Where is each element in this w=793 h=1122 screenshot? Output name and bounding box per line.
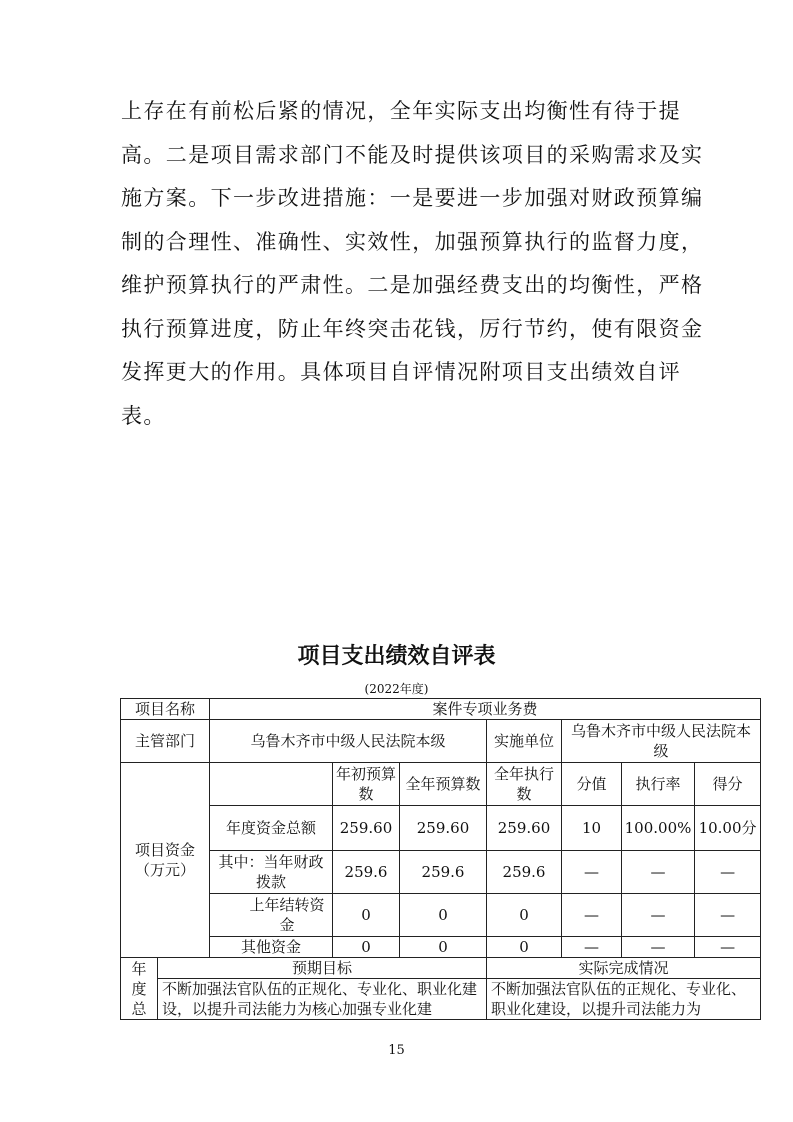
row-label: 年度资金总额 (210, 806, 333, 851)
cell-rate: — (622, 894, 695, 937)
table-row (121, 979, 761, 1020)
table-row (121, 720, 761, 763)
row-label: 其他资金 (210, 937, 333, 958)
header-score: 得分 (695, 763, 761, 806)
cell-score: 10.00分 (695, 806, 761, 851)
table-title: 项目支出绩效自评表 (297, 644, 496, 669)
page-number: 15 (388, 1043, 405, 1058)
cell-annual: 0 (400, 937, 487, 958)
body-paragraph (121, 90, 704, 438)
cell-exec: 0 (487, 894, 562, 937)
cell-annual: 259.6 (400, 851, 487, 894)
cell-initial: 259.6 (333, 851, 400, 894)
table-row (121, 894, 761, 937)
annual-goal-label: 年度总 (121, 958, 158, 1020)
impl-unit-label: 实施单位 (487, 720, 562, 763)
row-label: 上年结转资金 (210, 894, 333, 937)
table-year: (2022年度) (364, 682, 429, 696)
cell-value: — (562, 937, 622, 958)
paragraph-line: 发挥更大的作用。具体项目自评情况附项目支出绩效自评 (121, 360, 681, 384)
cell-value: — (562, 851, 622, 894)
cell-value: 10 (562, 806, 622, 851)
cell-annual: 0 (400, 894, 487, 937)
table-row (121, 937, 761, 958)
expected-goal-label: 预期目标 (158, 958, 487, 979)
cell-annual: 259.60 (400, 806, 487, 851)
header-annual-exec: 全年执行数 (487, 763, 562, 806)
cell-exec: 259.60 (487, 806, 562, 851)
dept-value: 乌鲁木齐市中级人民法院本级 (210, 720, 487, 763)
cell-initial: 0 (333, 894, 400, 937)
cell-initial: 0 (333, 937, 400, 958)
actual-label: 实际完成情况 (487, 958, 761, 979)
paragraph-line: 维护预算执行的严肃性。二是加强经费支出的均衡性，严格 (121, 273, 704, 297)
header-initial-budget: 年初预算数 (333, 763, 400, 806)
project-name-label: 项目名称 (121, 699, 210, 720)
table-row (121, 699, 761, 720)
paragraph-line: 上存在有前松后紧的情况，全年实际支出均衡性有待于提 (121, 99, 681, 123)
performance-table (120, 698, 761, 1020)
table-row (121, 806, 761, 851)
paragraph-line: 制的合理性、准确性、实效性，加强预算执行的监督力度， (121, 229, 704, 254)
cell-score: — (695, 937, 761, 958)
cell-rate: — (622, 851, 695, 894)
row-label: 其中：当年财政拨款 (210, 851, 333, 894)
expected-goal-text: 不断加强法官队伍的正规化、专业化、职业化建设，以提升司法能力为核心加强专业化建 (158, 979, 487, 1020)
paragraph-line: 表。 (121, 403, 166, 428)
cell-rate: — (622, 937, 695, 958)
dept-label: 主管部门 (121, 720, 210, 763)
cell-value: — (562, 894, 622, 937)
paragraph-line: 高。二是项目需求部门不能及时提供该项目的采购需求及实 (121, 142, 704, 167)
impl-unit-value: 乌鲁木齐市中级人民法院本级 (562, 720, 761, 763)
cell-exec: 0 (487, 937, 562, 958)
paragraph-line: 施方案。下一步改进措施：一是要进一步加强对财政预算编 (121, 186, 704, 210)
header-exec-rate: 执行率 (622, 763, 695, 806)
paragraph-line: 执行预算进度，防止年终突击花钱，厉行节约，使有限资金 (121, 316, 704, 341)
header-annual-budget: 全年预算数 (400, 763, 487, 806)
cell-rate: 100.00% (622, 806, 695, 851)
project-name: 案件专项业务费 (210, 699, 761, 720)
header-score-value: 分值 (562, 763, 622, 806)
empty-header-cell (210, 763, 333, 806)
funds-label: 项目资金（万元） (121, 763, 210, 958)
table-row (121, 851, 761, 894)
cell-exec: 259.6 (487, 851, 562, 894)
cell-score: — (695, 894, 761, 937)
actual-text: 不断加强法官队伍的正规化、专业化、职业化建设，以提升司法能力为 (487, 979, 761, 1020)
cell-score: — (695, 851, 761, 894)
cell-initial: 259.60 (333, 806, 400, 851)
table-row (121, 763, 761, 806)
table-row (121, 958, 761, 979)
